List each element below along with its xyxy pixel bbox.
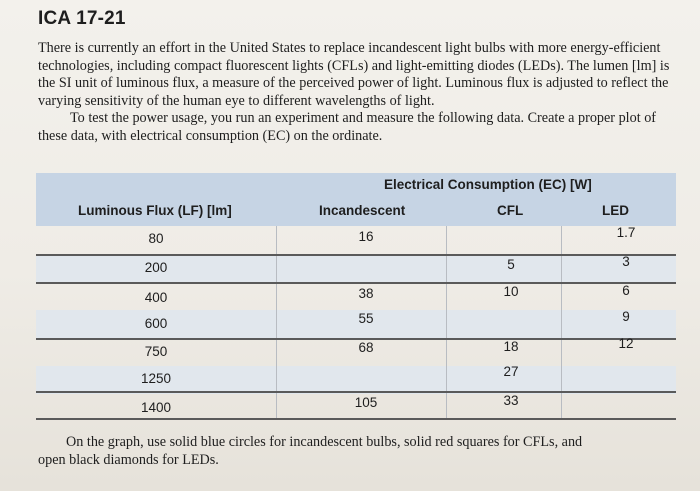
- cell-led: 9: [622, 309, 630, 324]
- cell-lf: 600: [144, 316, 168, 331]
- cell-incandescent: 68: [358, 340, 374, 355]
- cell-cfl: 10: [503, 284, 519, 299]
- cell-led: 1.7: [616, 225, 636, 240]
- table-row: [36, 366, 676, 394]
- cell-lf: 80: [148, 231, 164, 246]
- cell-lf: 1250: [140, 371, 172, 386]
- cell-lf: 400: [144, 290, 168, 305]
- cell-cfl: 33: [503, 393, 519, 408]
- plot-instructions: [38, 433, 688, 469]
- col-header-led: LED: [602, 203, 629, 218]
- cell-lf: 200: [144, 260, 168, 275]
- cell-led: 3: [622, 254, 630, 269]
- plot-instructions-line2: open black diamonds for LEDs.: [38, 452, 219, 468]
- problem-statement: [38, 40, 678, 146]
- row-rule: [36, 254, 676, 256]
- row-rule: [36, 282, 676, 284]
- cell-lf: 750: [144, 344, 168, 359]
- intro-paragraph: There is currently an effort in the United States to replace incandescent light bulbs with more energy-efficient technologies, including compact fluorescent lights (CFLs) and light-emitting diodes (LEDs). The lumen [lm] is the SI unit of luminous flux, a measure of the perceived power of light. Luminous flux is adjusted to reflect the varying sensitivity of the human eye to different wavelengths of light.: [38, 40, 670, 109]
- group-header: Electrical Consumption (EC) [W]: [384, 177, 592, 192]
- exercise-heading: ICA 17-21: [38, 8, 126, 29]
- cell-cfl: 27: [503, 364, 519, 379]
- cell-cfl: 5: [507, 257, 515, 272]
- cell-incandescent: 105: [354, 395, 378, 410]
- row-rule: [36, 418, 676, 420]
- cell-incandescent: 55: [358, 311, 374, 326]
- cell-cfl: 18: [503, 339, 519, 354]
- col-header-incandescent: Incandescent: [319, 203, 406, 218]
- plot-instructions-line1: On the graph, use solid blue circles for incandescent bulbs, solid red squares for CFLs, and: [66, 434, 583, 450]
- row-rule: [36, 391, 676, 393]
- cell-led: 12: [618, 336, 634, 351]
- col-header-luminous-flux: Luminous Flux (LF) [lm]: [78, 203, 232, 218]
- table-row: [36, 254, 676, 282]
- data-table: [36, 173, 676, 419]
- cell-lf: 1400: [140, 400, 172, 415]
- cell-incandescent: 16: [358, 229, 374, 244]
- col-header-cfl: CFL: [497, 203, 524, 218]
- cell-incandescent: 38: [358, 286, 374, 301]
- cell-led: 6: [622, 283, 630, 298]
- instruction-paragraph: To test the power usage, you run an experiment and measure the following data. Create a proper plot of these data, with electrical consumption (EC) on the ordinate.: [38, 110, 657, 144]
